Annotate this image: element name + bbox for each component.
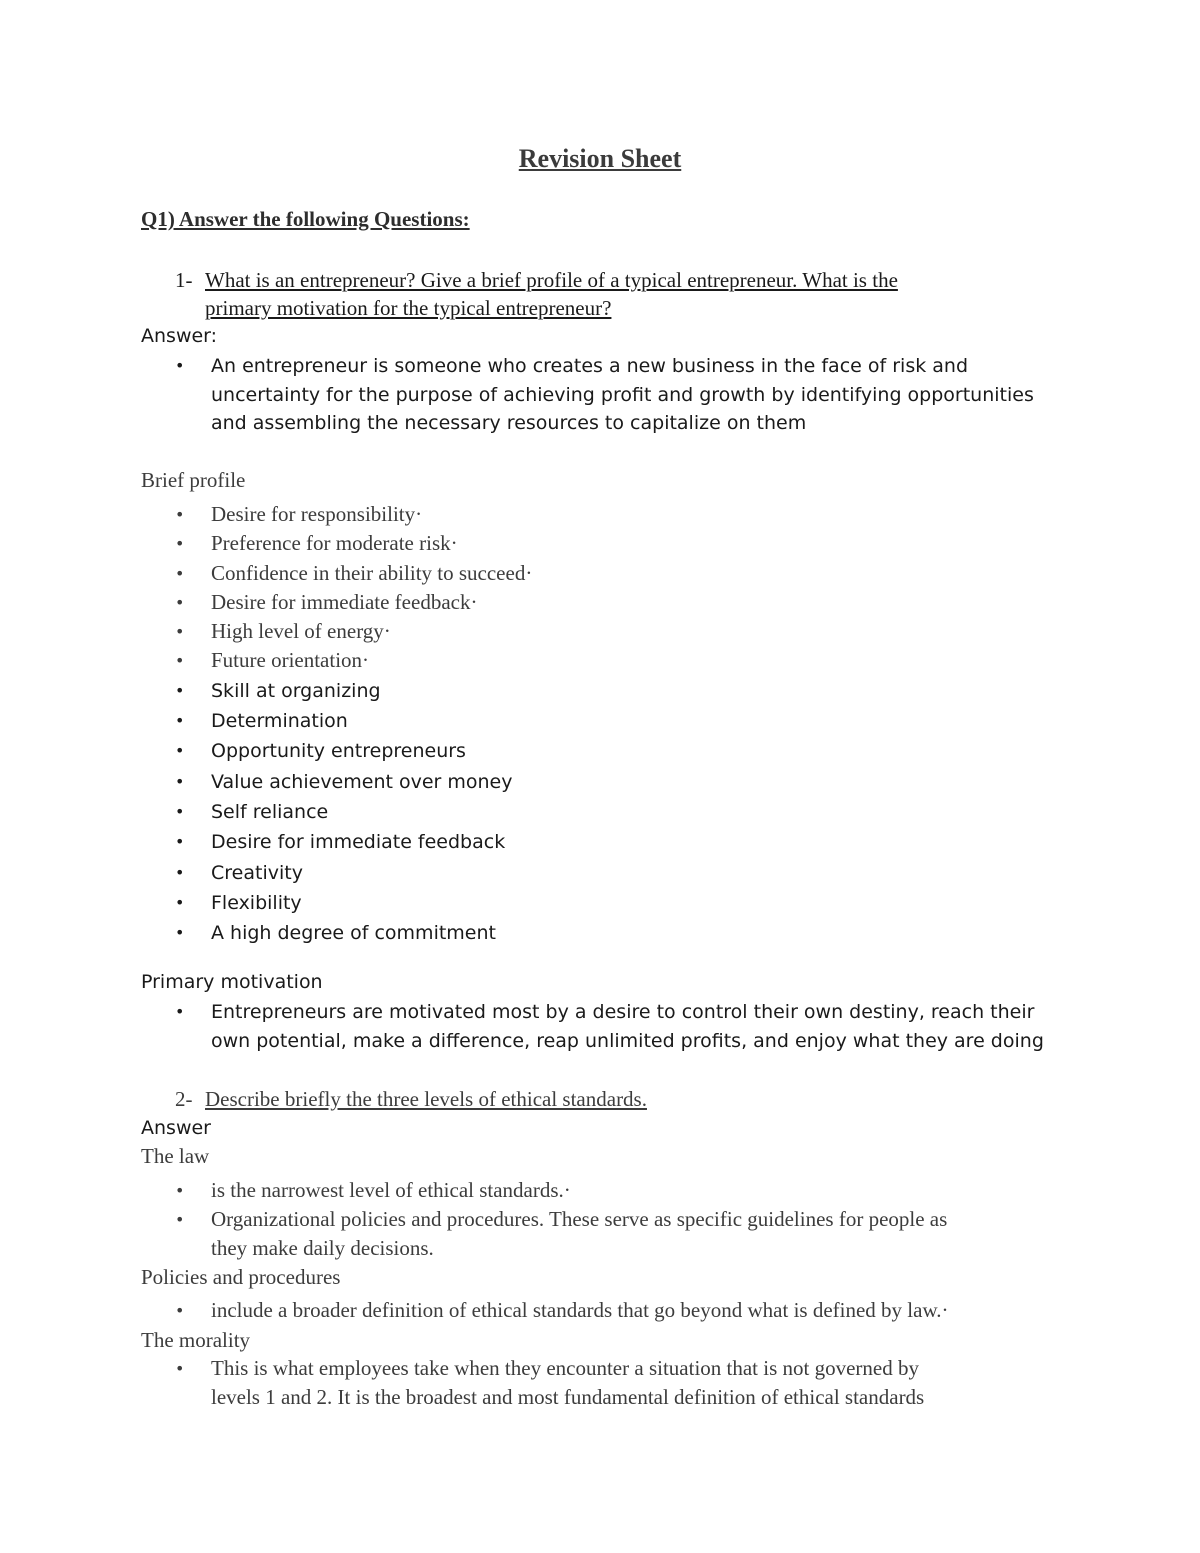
bullet-icon: •: [175, 1210, 185, 1229]
bullet-icon: •: [175, 505, 185, 524]
question-text: Describe briefly the three levels of ethical standards.: [205, 1087, 647, 1111]
list-item: [175, 918, 532, 948]
motivation-line-2: own potential, make a difference, reap unlimited profits, and enjoy what they are doing: [211, 1029, 1044, 1052]
list-item-text: Determination: [211, 710, 348, 733]
list-item: [175, 676, 532, 706]
list-item-text: Desire for immediate feedback·: [211, 589, 478, 614]
list-item: [175, 767, 532, 797]
list-item-text: Flexibility: [211, 891, 302, 914]
list-item: [175, 500, 532, 529]
list-item-text: Confidence in their ability to succeed·: [211, 560, 533, 585]
motivation-list: [175, 998, 1044, 1055]
bullet-icon: •: [175, 923, 185, 943]
motivation-line-1: Entrepreneurs are motivated most by a desire to control their own destiny, reach their: [211, 1001, 1035, 1023]
list-item-text: High level of energy·: [211, 619, 391, 644]
bullet-icon: •: [175, 1301, 185, 1320]
law-list: [175, 1176, 947, 1263]
bullet-icon: •: [175, 1359, 185, 1378]
profile-list: [175, 500, 532, 948]
list-item: [175, 588, 532, 617]
question-number: 1-: [175, 268, 193, 292]
list-item-text: Self reliance: [211, 800, 329, 823]
list-item: [175, 797, 532, 827]
list-item-text: Preference for moderate risk·: [211, 531, 458, 556]
list-item: [175, 1176, 947, 1205]
list-item: [175, 998, 1044, 1055]
list-item-text: include a broader definition of ethical standards that go beyond what is defined by law.·: [211, 1298, 949, 1322]
list-item-text: they make daily decisions.: [211, 1236, 434, 1260]
question-text-line-2: primary motivation for the typical entrepreneur?: [205, 296, 612, 320]
list-item: [175, 706, 532, 736]
bullet-icon: •: [175, 534, 185, 554]
bullet-icon: •: [175, 680, 185, 700]
question-number: 2-: [175, 1087, 193, 1111]
page-title: Revision Sheet: [518, 144, 682, 173]
bullet-icon: •: [175, 356, 185, 375]
bullet-icon: •: [175, 1002, 185, 1021]
list-item: [175, 559, 532, 588]
question-2: [175, 1085, 1075, 1113]
section-heading: Q1) Answer the following Questions:: [141, 207, 470, 231]
list-item-text: Desire for responsibility·: [211, 502, 423, 526]
bullet-icon: •: [175, 563, 185, 583]
bullet-icon: •: [175, 771, 185, 791]
list-item-text: A high degree of commitment: [211, 922, 496, 945]
list-item: [175, 646, 532, 675]
bullet-icon: •: [175, 741, 185, 761]
question-1: [175, 266, 1075, 322]
profile-label: Brief profile: [141, 468, 246, 492]
definition-list: [175, 352, 1034, 438]
list-item-text: levels 1 and 2. It is the broadest and most fundamental definition of ethical standards: [211, 1385, 925, 1409]
list-item-text: Value achievement over money: [211, 770, 513, 793]
bullet-icon: •: [175, 622, 185, 642]
list-item: [175, 352, 1034, 438]
definition-line-1: An entrepreneur is someone who creates a new business in the face of risk and: [211, 355, 969, 377]
list-item-text: Desire for immediate feedback: [211, 831, 506, 854]
bullet-icon: •: [175, 651, 185, 671]
list-item-text: Opportunity entrepreneurs: [211, 740, 466, 763]
answer-label: Answer:: [141, 325, 218, 347]
list-item-text: Skill at organizing: [211, 679, 381, 702]
question-text-line-1: What is an entrepreneur? Give a brief profile of a typical entrepreneur. What is the: [205, 268, 898, 292]
list-item: [175, 827, 532, 857]
law-label: The law: [141, 1144, 210, 1168]
list-item: [175, 1205, 947, 1263]
list-item: [175, 1296, 949, 1325]
bullet-icon: •: [175, 711, 185, 731]
morality-label: The morality: [141, 1328, 251, 1352]
bullet-icon: •: [175, 832, 185, 852]
bullet-icon: •: [175, 1181, 185, 1200]
list-item: [175, 858, 532, 888]
list-item-text: Creativity: [211, 861, 303, 884]
list-item-text: Future orientation·: [211, 648, 370, 673]
motivation-label: Primary motivation: [141, 971, 323, 993]
bullet-icon: •: [175, 592, 185, 612]
list-item: [175, 888, 532, 918]
list-item-text: is the narrowest level of ethical standards.·: [211, 1178, 571, 1202]
list-item: [175, 736, 532, 766]
bullet-icon: •: [175, 862, 185, 882]
list-item: [175, 1354, 924, 1412]
list-item: [175, 529, 532, 558]
list-item: [175, 617, 532, 646]
morality-list: [175, 1354, 924, 1412]
definition-line-3: and assembling the necessary resources to capitalize on them: [211, 412, 807, 434]
policies-list: [175, 1296, 949, 1325]
list-item-text: Organizational policies and procedures. These serve as specific guidelines for people as: [211, 1207, 948, 1231]
policies-label: Policies and procedures: [141, 1265, 341, 1289]
answer-label: Answer: [141, 1117, 211, 1139]
bullet-icon: •: [175, 801, 185, 821]
bullet-icon: •: [175, 892, 185, 912]
definition-line-2: uncertainty for the purpose of achieving profit and growth by identifying opportunities: [211, 383, 1034, 406]
list-item-text: This is what employees take when they encounter a situation that is not governed by: [211, 1356, 919, 1380]
